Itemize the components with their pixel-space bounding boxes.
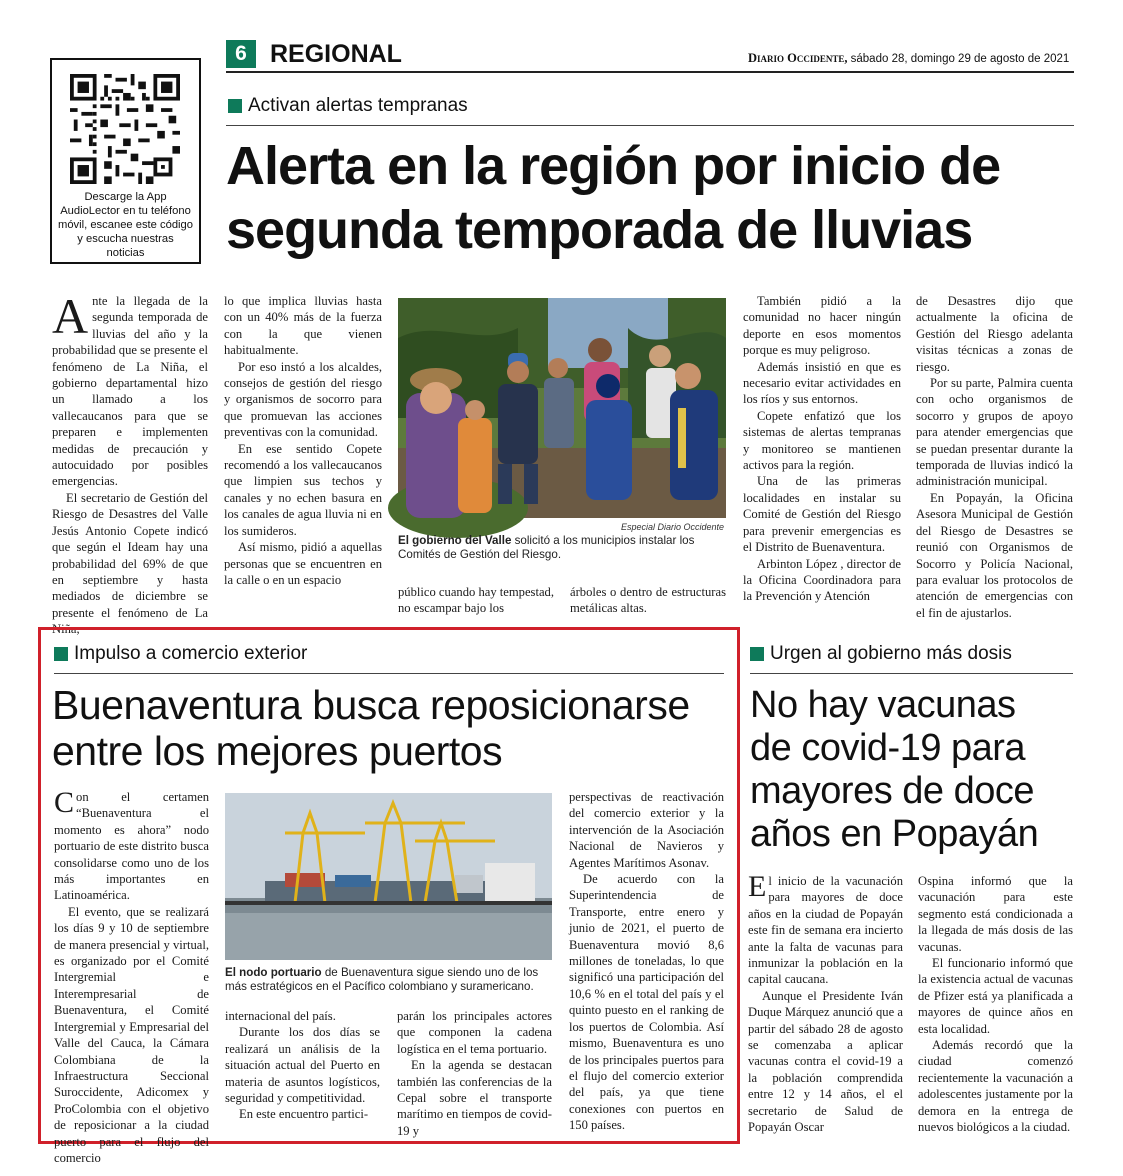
- section-title: REGIONAL: [270, 40, 402, 68]
- vaccine-kicker: [750, 643, 1012, 665]
- port-col2-p1: internacional del país.: [225, 1009, 336, 1023]
- main-col6-p1: de Desastres dijo que actualmente la oficina de Gestión del Riesgo adelanta visitas técnicas a zonas de riesgo.: [916, 294, 1073, 374]
- vaccine-headline-line2: de covid-19 para: [750, 727, 1026, 769]
- port-photo: [225, 793, 552, 960]
- main-col1: [52, 288, 208, 637]
- vaccine-kicker-rule: [750, 673, 1073, 674]
- port-dropcap: C: [54, 786, 75, 819]
- vaccine-dropcap: E: [748, 870, 767, 903]
- main-col6-p3: En Popayán, la Oficina Asesora Municipal de Gestión del Riesgo de Desastres se reunió con Organismos de Socorro y Policía Nacional, para evaluar los protocolos de atención de emergencias con el fin de ajustarlos.: [916, 490, 1073, 620]
- main-col2: [224, 293, 382, 618]
- officials-photo-illustration: [398, 298, 726, 518]
- port-kicker: [54, 643, 307, 665]
- port-col2-p2: Durante los dos días se realizará un análisis de la situación actual del Puerto en materia de asuntos logísticos, seguridad y competitividad.: [225, 1025, 380, 1106]
- main-col6-p2: Por su parte, Palmira cuenta con ocho organismos de socorro y grupos de apoyo para atender emergencias que se puedan presentar durante la temporada de lluvias indicó la administración municipal.: [916, 376, 1073, 489]
- main-photo-credit: Especial Diario Occidente: [620, 522, 724, 532]
- port-cranes-photo-illustration: [225, 793, 552, 960]
- main-col5-p2: Además insistió en que es necesario evitar actividades en los ríos y sus entornos.: [743, 359, 901, 407]
- vaccine-col1-p2: Aunque el Presidente Iván Duque Márquez anunció que a partir del sábado 28 de agosto se comenzaba a aplicar vacunas contra el covid-19 a la población comprendida entre 12 y 14 años, el el secretario de Salud de Popayán Oscar: [748, 988, 903, 1135]
- port-col2-p3: En este encuentro partici-: [239, 1107, 369, 1122]
- header-rule: [226, 71, 1074, 73]
- vaccine-headline-line4: años en Popayán: [750, 813, 1039, 855]
- qr-code-icon: [70, 74, 180, 184]
- main-col5-p4: Una de las primeras localidades en instalar su Comité de Gestión del Riesgo para prevenir emergencias es el Distrito de Buenaventura.: [743, 474, 901, 555]
- port-col3-p1: parán los principales actores que componen la cadena logística en el tema portuario.: [397, 1009, 552, 1056]
- port-caption-bold: El nodo portuario: [225, 966, 322, 979]
- main-col1-p2: El secretario de Gestión del Riesgo de Desastres del Valle Jesús Antonio Copete indicó que según el Ideam hay una probabilidad del 69% de que en septiembre y hasta mediados de diciembre se presente el fenómeno de La Niña,: [52, 490, 208, 637]
- main-col5: [743, 293, 901, 618]
- port-col2-bottom: [225, 1008, 380, 1123]
- qr-box: [50, 58, 201, 264]
- main-col6: [916, 293, 1073, 618]
- main-photo: [398, 298, 726, 518]
- main-headline-line1: Alerta en la región por inicio de: [226, 136, 1001, 196]
- main-col1-p1: nte la llegada de la segunda temporada de lluvias del año y la probabilidad que se presente el fenómeno de La Niña, el gobierno departamental hizo un llamado a los vallecaucanos para que se preparen e implementen medidas de precaución y autocuidado por posibles emergencias.: [52, 294, 208, 489]
- masthead: [748, 50, 1069, 67]
- port-headline-line2: entre los mejores puertos: [52, 728, 503, 774]
- main-col2-p1: lo que implica lluvias hasta con un 40% más de la fuerza con la que vienen habitualmente.: [224, 294, 382, 358]
- main-col2-p4: Así mismo, pidió a aquellas personas que se encuentren en la calle o en un espacio: [224, 540, 382, 587]
- port-col1-p1: on el certamen “Buenaventura el momento es ahora” nodo portuario de este distrito busca consolidarse como uno de los más importantes en Latinoamérica.: [54, 790, 209, 903]
- kicker-square-icon: [228, 99, 242, 113]
- main-photo-caption: [398, 534, 726, 563]
- port-headline: [52, 682, 690, 774]
- main-col4-bottom: [570, 584, 726, 617]
- vaccine-col2: [918, 873, 1073, 1133]
- qr-instructions: Descarge la App AudioLector en tu teléfono móvil, escanee este código y escucha nuestras noticias: [58, 191, 193, 259]
- main-col5-p1: También pidió a la comunidad no hacer ningún deporte en esos momentos porque es muy peligroso.: [743, 294, 901, 358]
- main-col5-p3: Copete enfatizó que los sistemas de alertas tempranas y monitoreo se mantienen activos para la región.: [743, 408, 901, 473]
- main-dropcap: A: [52, 288, 89, 344]
- main-kicker: [228, 95, 468, 117]
- port-headline-line1: Buenaventura busca reposicionarse: [52, 682, 690, 728]
- kicker-square-icon: [750, 647, 764, 661]
- vaccine-col1-p1: l inicio de la vacunación para mayores de doce años en la ciudad de Popayán este fin de semana era incierto ante la falta de vacunas para inmunizar la población en la capital caucana.: [748, 874, 903, 987]
- port-col3-bottom: [397, 1008, 552, 1139]
- kicker-square-icon: [54, 647, 68, 661]
- vaccine-col2-p2: El funcionario informó que la existencia actual de vacunas de Pfizer está ya planificada a mayores de quince años en esta localidad.: [918, 956, 1073, 1036]
- port-caption-rest: de Buenaventura sigue siendo uno de los más estratégicos en el Pacífico colombiano y suramericano.: [225, 966, 539, 994]
- main-kicker-text: Activan alertas tempranas: [248, 95, 468, 116]
- main-col4-bottom-text: árboles o dentro de estructuras metálicas altas.: [570, 585, 726, 616]
- main-col3-bottom-text: público cuando hay tempestad, no escampar bajo los: [398, 585, 554, 616]
- masthead-date: sábado 28, domingo 29 de agosto de 2021: [850, 53, 1070, 65]
- main-headline: [226, 134, 1000, 262]
- port-photo-caption: [225, 966, 553, 995]
- main-caption-bold: El gobierno del Valle: [398, 534, 512, 547]
- main-headline-line2: segunda temporada de lluvias: [226, 200, 973, 260]
- main-col3-bottom: [398, 584, 554, 617]
- main-col2-p3: En ese sentido Copete recomendó a los vallecaucanos que limpien sus techos y canales y no echen basura en los canales de agua lluvia ni en los sumideros.: [224, 441, 382, 538]
- port-kicker-text: Impulso a comercio exterior: [74, 643, 308, 664]
- vaccine-headline: [750, 684, 1038, 856]
- port-col1: [54, 786, 209, 1165]
- main-kicker-rule: [226, 125, 1074, 126]
- main-caption-rest: solicitó a los municipios instalar los Comités de Gestión del Riesgo.: [398, 534, 695, 562]
- vaccine-col1: [748, 870, 903, 1135]
- port-kicker-rule: [54, 673, 724, 674]
- port-col4: [569, 789, 724, 1133]
- vaccine-headline-line1: No hay vacunas: [750, 684, 1016, 726]
- port-col1-p2: El evento, que se realizará los días 9 y 10 de septiembre de manera presencial y virtual, es organizado por el Comité Intergremial e Interempresarial de Buenaventura, el Comité Intergremial y Empresarial del Valle del Cauca, la Cámara Colombiana de la Infraestructura Seccional Suroccidente, Adicomex y ProColombia con el objetivo de reposicionar a la ciudad puerto para el flujo del comercio: [54, 904, 209, 1165]
- vaccine-headline-line3: mayores de doce: [750, 770, 1034, 812]
- page-number-badge: 6: [226, 40, 256, 68]
- port-col4-p2: De acuerdo con la Superintendencia de Transporte, entre enero y junio de 2021, el puerto de Buenaventura movió 8,6 millones de toneladas, lo que significó una participación del 10,6 % en el total del país y el quinto puesto en el ranking de los puertos de Colombia. Así mismo, Buenaventura es uno de los principales puertos para el flujo del comercio exterior del país, ya que tiene conexiones con puertos en 150 países.: [569, 872, 724, 1133]
- main-col5-p5: Arbinton López , director de la Oficina Coordinadora para la Prevención y Atención: [743, 556, 901, 604]
- port-col4-p1: perspectivas de reactivación del comercio exterior y la intervención de la Asociación Nacional de Navieros y Agentes Marítimos Asonav.: [569, 790, 724, 870]
- main-col2-p2: Por eso instó a los alcaldes, consejos de gestión del riesgo y organismos de socorro para que promuevan las acciones preventivas con la comunidad.: [224, 359, 382, 440]
- masthead-name: Diario Occidente,: [748, 51, 848, 65]
- vaccine-col2-p3: Además recordó que la ciudad comenzó recientemente la vacunación a adolescentes justamente por la demora en la entrega de nuevos biológicos a la ciudad.: [918, 1038, 1073, 1135]
- vaccine-col2-p1: Ospina informó que la vacunación para este segmento está condicionada a la llegada de más dosis de las vacunas.: [918, 874, 1073, 954]
- vaccine-kicker-text: Urgen al gobierno más dosis: [770, 643, 1012, 664]
- port-col3-p2: En la agenda se destacan también las conferencias de la Cepal sobre el transporte marítimo en tiempos de covid-19 y: [397, 1058, 552, 1138]
